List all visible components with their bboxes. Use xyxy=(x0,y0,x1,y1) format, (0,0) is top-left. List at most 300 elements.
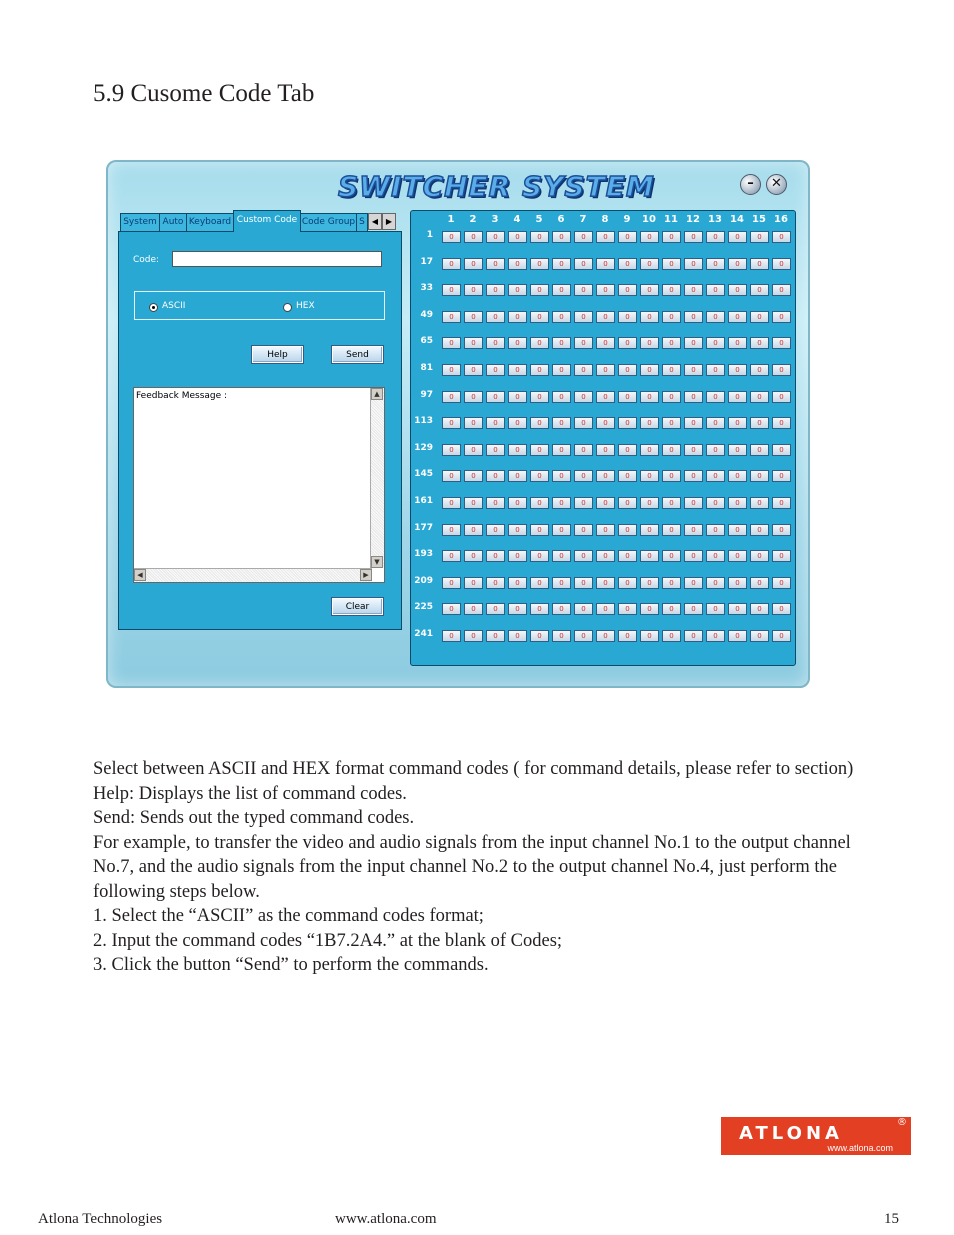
matrix-cell[interactable]: 0 xyxy=(530,470,549,482)
matrix-cell[interactable]: 0 xyxy=(486,577,505,589)
matrix-cell[interactable]: 0 xyxy=(596,231,615,243)
matrix-cell[interactable]: 0 xyxy=(706,258,725,270)
matrix-cell[interactable]: 0 xyxy=(486,337,505,349)
footer-website: www.atlona.com xyxy=(335,1211,437,1227)
matrix-cell[interactable]: 0 xyxy=(662,550,681,562)
matrix-cell[interactable]: 0 xyxy=(662,497,681,509)
matrix-cell[interactable]: 0 xyxy=(618,391,637,403)
matrix-cell[interactable]: 0 xyxy=(684,497,703,509)
matrix-cell[interactable]: 0 xyxy=(772,470,791,482)
matrix-cell[interactable]: 0 xyxy=(596,364,615,376)
matrix-cell[interactable]: 0 xyxy=(530,630,549,642)
matrix-cell[interactable]: 0 xyxy=(508,444,527,456)
matrix-cell[interactable]: 0 xyxy=(684,337,703,349)
matrix-cell[interactable]: 0 xyxy=(552,630,571,642)
matrix-cell[interactable]: 0 xyxy=(706,444,725,456)
hex-radio[interactable] xyxy=(283,303,292,312)
matrix-cell[interactable]: 0 xyxy=(750,577,769,589)
matrix-cell[interactable]: 0 xyxy=(618,284,637,296)
matrix-cell[interactable]: 0 xyxy=(442,603,461,615)
matrix-cell[interactable]: 0 xyxy=(640,311,659,323)
matrix-cell[interactable]: 0 xyxy=(464,231,483,243)
matrix-cell[interactable]: 0 xyxy=(596,577,615,589)
matrix-cell[interactable]: 0 xyxy=(662,444,681,456)
matrix-cell[interactable]: 0 xyxy=(596,603,615,615)
tab-keyboard[interactable]: Keyboard xyxy=(186,213,234,231)
matrix-cell[interactable]: 0 xyxy=(640,603,659,615)
matrix-cell[interactable]: 0 xyxy=(508,391,527,403)
matrix-cell[interactable]: 0 xyxy=(772,284,791,296)
matrix-cell[interactable]: 0 xyxy=(618,444,637,456)
matrix-cell[interactable]: 0 xyxy=(618,577,637,589)
matrix-cell[interactable]: 0 xyxy=(750,337,769,349)
matrix-cell[interactable]: 0 xyxy=(442,337,461,349)
matrix-cell[interactable]: 0 xyxy=(618,630,637,642)
matrix-cell[interactable]: 0 xyxy=(530,391,549,403)
matrix-cell[interactable]: 0 xyxy=(706,524,725,536)
matrix-cell[interactable]: 0 xyxy=(706,470,725,482)
matrix-cell[interactable]: 0 xyxy=(464,337,483,349)
matrix-cell[interactable]: 0 xyxy=(552,470,571,482)
matrix-cell[interactable]: 0 xyxy=(464,470,483,482)
horizontal-scrollbar[interactable] xyxy=(134,568,372,582)
matrix-cell[interactable]: 0 xyxy=(464,417,483,429)
matrix-cell[interactable]: 0 xyxy=(750,630,769,642)
matrix-cell[interactable]: 0 xyxy=(574,231,593,243)
matrix-cell[interactable]: 0 xyxy=(530,417,549,429)
matrix-cell[interactable]: 0 xyxy=(662,577,681,589)
matrix-cell[interactable]: 0 xyxy=(464,603,483,615)
matrix-cell[interactable]: 0 xyxy=(706,231,725,243)
body-text xyxy=(93,757,873,978)
matrix-cell[interactable]: 0 xyxy=(684,550,703,562)
matrix-cell[interactable]: 0 xyxy=(684,391,703,403)
matrix-column-header: 6 xyxy=(557,214,565,225)
matrix-cell[interactable]: 0 xyxy=(442,470,461,482)
matrix-cell[interactable]: 0 xyxy=(596,497,615,509)
matrix-cell[interactable]: 0 xyxy=(750,364,769,376)
matrix-cell[interactable]: 0 xyxy=(640,284,659,296)
matrix-cell[interactable]: 0 xyxy=(684,470,703,482)
matrix-cell[interactable]: 0 xyxy=(574,284,593,296)
matrix-cell[interactable]: 0 xyxy=(552,364,571,376)
matrix-cell[interactable]: 0 xyxy=(618,603,637,615)
matrix-cell[interactable]: 0 xyxy=(486,364,505,376)
matrix-cell[interactable]: 0 xyxy=(508,577,527,589)
send-button[interactable]: Send xyxy=(332,346,383,363)
matrix-cell[interactable]: 0 xyxy=(574,364,593,376)
matrix-cell[interactable]: 0 xyxy=(772,258,791,270)
matrix-cell[interactable]: 0 xyxy=(574,603,593,615)
scroll-right-icon[interactable]: ▶ xyxy=(360,569,372,581)
feedback-label: Feedback Message : xyxy=(136,391,228,401)
matrix-cell[interactable]: 0 xyxy=(508,337,527,349)
tab-auto[interactable]: Auto xyxy=(159,213,187,231)
matrix-row-header: 17 xyxy=(420,256,433,267)
matrix-cell[interactable]: 0 xyxy=(442,258,461,270)
matrix-cell[interactable]: 0 xyxy=(750,391,769,403)
tab-next-icon[interactable]: ▶ xyxy=(382,213,396,230)
matrix-cell[interactable]: 0 xyxy=(552,284,571,296)
matrix-cell[interactable]: 0 xyxy=(552,603,571,615)
matrix-cell[interactable]: 0 xyxy=(596,284,615,296)
matrix-cell[interactable]: 0 xyxy=(750,497,769,509)
matrix-cell[interactable]: 0 xyxy=(464,630,483,642)
matrix-cell[interactable]: 0 xyxy=(508,497,527,509)
matrix-cell[interactable]: 0 xyxy=(728,337,747,349)
matrix-cell[interactable]: 0 xyxy=(552,550,571,562)
matrix-cell[interactable]: 0 xyxy=(574,497,593,509)
matrix-cell[interactable]: 0 xyxy=(772,497,791,509)
section-heading: 5.9 Cusome Code Tab xyxy=(93,80,315,107)
matrix-cell[interactable]: 0 xyxy=(684,311,703,323)
matrix-cell[interactable]: 0 xyxy=(662,311,681,323)
matrix-cell[interactable]: 0 xyxy=(662,284,681,296)
matrix-cell[interactable]: 0 xyxy=(552,444,571,456)
feedback-textarea[interactable] xyxy=(133,387,385,583)
paragraph: Select between ASCII and HEX format command codes ( for command details, please refer to section) xyxy=(93,759,854,779)
matrix-cell[interactable]: 0 xyxy=(640,417,659,429)
matrix-cell[interactable]: 0 xyxy=(640,550,659,562)
atlona-logo xyxy=(721,1117,911,1155)
matrix-cell[interactable]: 0 xyxy=(662,258,681,270)
tab-prev-icon[interactable]: ◀ xyxy=(368,213,382,230)
matrix-cell[interactable]: 0 xyxy=(486,630,505,642)
matrix-cell[interactable]: 0 xyxy=(728,231,747,243)
matrix-cell[interactable]: 0 xyxy=(728,550,747,562)
matrix-cell[interactable]: 0 xyxy=(508,311,527,323)
matrix-cell[interactable]: 0 xyxy=(486,550,505,562)
matrix-cell[interactable]: 0 xyxy=(684,417,703,429)
matrix-cell[interactable]: 0 xyxy=(530,284,549,296)
matrix-row-header: 81 xyxy=(420,363,433,373)
matrix-cell[interactable]: 0 xyxy=(640,364,659,376)
matrix-cell[interactable]: 0 xyxy=(728,311,747,323)
tab-code-group[interactable]: Code Group xyxy=(300,213,357,231)
matrix-cell[interactable]: 0 xyxy=(486,231,505,243)
matrix-cell[interactable]: 0 xyxy=(574,524,593,536)
matrix-cell[interactable]: 0 xyxy=(728,284,747,296)
matrix-cell[interactable]: 0 xyxy=(442,284,461,296)
scroll-up-icon[interactable]: ▲ xyxy=(371,388,383,400)
matrix-cell[interactable]: 0 xyxy=(618,470,637,482)
matrix-cell[interactable]: 0 xyxy=(574,337,593,349)
matrix-cell[interactable]: 0 xyxy=(596,470,615,482)
scroll-down-icon[interactable]: ▼ xyxy=(371,556,383,568)
matrix-cell[interactable]: 0 xyxy=(772,524,791,536)
matrix-cell[interactable]: 0 xyxy=(706,364,725,376)
matrix-cell[interactable]: 0 xyxy=(508,524,527,536)
matrix-cell[interactable]: 0 xyxy=(486,258,505,270)
matrix-cell[interactable]: 0 xyxy=(772,444,791,456)
matrix-cell[interactable]: 0 xyxy=(486,603,505,615)
matrix-cell[interactable]: 0 xyxy=(486,470,505,482)
matrix-cell[interactable]: 0 xyxy=(706,391,725,403)
matrix-cell[interactable]: 0 xyxy=(728,577,747,589)
matrix-cell[interactable]: 0 xyxy=(486,417,505,429)
matrix-cell[interactable]: 0 xyxy=(530,524,549,536)
matrix-cell[interactable]: 0 xyxy=(684,444,703,456)
close-icon[interactable]: ✕ xyxy=(766,174,787,195)
matrix-cell[interactable]: 0 xyxy=(728,444,747,456)
matrix-cell[interactable]: 0 xyxy=(530,231,549,243)
matrix-cell[interactable]: 0 xyxy=(662,603,681,615)
matrix-cell[interactable]: 0 xyxy=(706,550,725,562)
matrix-cell[interactable]: 0 xyxy=(750,231,769,243)
matrix-cell[interactable]: 0 xyxy=(530,444,549,456)
matrix-cell[interactable]: 0 xyxy=(640,630,659,642)
matrix-cell[interactable]: 0 xyxy=(618,417,637,429)
matrix-cell[interactable]: 0 xyxy=(706,337,725,349)
matrix-cell[interactable]: 0 xyxy=(772,550,791,562)
code-input[interactable] xyxy=(172,251,382,267)
matrix-cell[interactable]: 0 xyxy=(640,231,659,243)
matrix-cell[interactable]: 0 xyxy=(596,311,615,323)
matrix-cell[interactable]: 0 xyxy=(750,311,769,323)
matrix-cell[interactable]: 0 xyxy=(552,524,571,536)
matrix-cell[interactable]: 0 xyxy=(552,417,571,429)
matrix-cell[interactable]: 0 xyxy=(618,364,637,376)
matrix-cell[interactable]: 0 xyxy=(442,497,461,509)
matrix-cell[interactable]: 0 xyxy=(442,630,461,642)
matrix-cell[interactable]: 0 xyxy=(640,577,659,589)
matrix-cell[interactable]: 0 xyxy=(750,550,769,562)
paragraph: Send: Sends out the typed command codes. xyxy=(93,808,415,828)
matrix-row-header: 113 xyxy=(414,416,433,427)
matrix-cell[interactable]: 0 xyxy=(530,577,549,589)
matrix-cell[interactable]: 0 xyxy=(772,311,791,323)
matrix-cell[interactable]: 0 xyxy=(552,391,571,403)
matrix-cell[interactable]: 0 xyxy=(640,470,659,482)
matrix-cell[interactable]: 0 xyxy=(596,630,615,642)
matrix-cell[interactable]: 0 xyxy=(772,630,791,642)
matrix-cell[interactable]: 0 xyxy=(684,364,703,376)
matrix-cell[interactable]: 0 xyxy=(464,364,483,376)
matrix-cell[interactable]: 0 xyxy=(552,337,571,349)
matrix-cell[interactable]: 0 xyxy=(640,258,659,270)
matrix-cell[interactable]: 0 xyxy=(464,391,483,403)
matrix-cell[interactable]: 0 xyxy=(596,550,615,562)
matrix-cell[interactable]: 0 xyxy=(684,231,703,243)
matrix-cell[interactable]: 0 xyxy=(728,470,747,482)
matrix-cell[interactable]: 0 xyxy=(750,417,769,429)
footer-page-number: 15 xyxy=(884,1211,899,1227)
matrix-cell[interactable]: 0 xyxy=(662,364,681,376)
matrix-cell[interactable]: 0 xyxy=(574,444,593,456)
vertical-scrollbar[interactable] xyxy=(370,388,384,568)
scroll-left-icon[interactable]: ◀ xyxy=(134,569,146,581)
matrix-cell[interactable]: 0 xyxy=(706,284,725,296)
matrix-cell[interactable]: 0 xyxy=(574,391,593,403)
matrix-cell[interactable]: 0 xyxy=(552,577,571,589)
matrix-cell[interactable]: 0 xyxy=(442,524,461,536)
matrix-cell[interactable]: 0 xyxy=(596,444,615,456)
matrix-cell[interactable]: 0 xyxy=(574,550,593,562)
matrix-cell[interactable]: 0 xyxy=(618,231,637,243)
ascii-radio[interactable] xyxy=(149,303,158,312)
matrix-row-header: 241 xyxy=(414,629,433,639)
matrix-cell[interactable]: 0 xyxy=(662,470,681,482)
matrix-cell[interactable]: 0 xyxy=(464,258,483,270)
paragraph: Help: Displays the list of command codes. xyxy=(93,783,407,804)
matrix-cell[interactable]: 0 xyxy=(684,603,703,615)
matrix-cell[interactable]: 0 xyxy=(442,391,461,403)
matrix-cell[interactable]: 0 xyxy=(486,311,505,323)
matrix-cell[interactable]: 0 xyxy=(486,497,505,509)
matrix-cell[interactable]: 0 xyxy=(662,630,681,642)
matrix-cell[interactable]: 0 xyxy=(530,497,549,509)
matrix-cell[interactable]: 0 xyxy=(728,630,747,642)
matrix-cell[interactable]: 0 xyxy=(640,337,659,349)
matrix-cell[interactable]: 0 xyxy=(728,524,747,536)
matrix-cell[interactable]: 0 xyxy=(442,550,461,562)
matrix-cell[interactable]: 0 xyxy=(684,258,703,270)
matrix-cell[interactable]: 0 xyxy=(618,337,637,349)
matrix-cell[interactable]: 0 xyxy=(552,311,571,323)
matrix-cell[interactable]: 0 xyxy=(464,550,483,562)
matrix-cell[interactable]: 0 xyxy=(640,497,659,509)
matrix-cell[interactable]: 0 xyxy=(684,630,703,642)
matrix-cell[interactable]: 0 xyxy=(728,497,747,509)
matrix-cell[interactable]: 0 xyxy=(596,258,615,270)
matrix-cell[interactable]: 0 xyxy=(772,417,791,429)
matrix-cell[interactable]: 0 xyxy=(772,231,791,243)
matrix-cell[interactable]: 0 xyxy=(750,524,769,536)
matrix-cell[interactable]: 0 xyxy=(662,337,681,349)
matrix-cell[interactable]: 0 xyxy=(530,550,549,562)
matrix-cell[interactable]: 0 xyxy=(442,311,461,323)
matrix-cell[interactable]: 0 xyxy=(464,311,483,323)
matrix-cell[interactable]: 0 xyxy=(574,470,593,482)
matrix-cell[interactable]: 0 xyxy=(640,391,659,403)
matrix-cell[interactable]: 0 xyxy=(772,603,791,615)
matrix-cell[interactable]: 0 xyxy=(750,470,769,482)
matrix-column-header: 3 xyxy=(491,214,499,225)
matrix-cell[interactable]: 0 xyxy=(618,550,637,562)
matrix-cell[interactable]: 0 xyxy=(750,284,769,296)
matrix-cell[interactable]: 0 xyxy=(750,444,769,456)
matrix-column-header: 8 xyxy=(601,214,609,225)
tab-overflow[interactable]: S xyxy=(356,213,368,231)
matrix-cell[interactable]: 0 xyxy=(640,444,659,456)
matrix-cell[interactable]: 0 xyxy=(574,630,593,642)
matrix-cell[interactable]: 0 xyxy=(706,630,725,642)
matrix-cell[interactable]: 0 xyxy=(486,444,505,456)
matrix-cell[interactable]: 0 xyxy=(706,577,725,589)
minimize-icon[interactable]: – xyxy=(740,174,761,195)
matrix-cell[interactable]: 0 xyxy=(464,497,483,509)
matrix-row-header: 145 xyxy=(414,469,433,480)
matrix-cell[interactable]: 0 xyxy=(662,231,681,243)
help-button[interactable]: Help xyxy=(252,346,303,363)
matrix-cell[interactable]: 0 xyxy=(772,364,791,376)
matrix-cell[interactable]: 0 xyxy=(464,577,483,589)
matrix-cell[interactable]: 0 xyxy=(706,497,725,509)
matrix-cell[interactable]: 0 xyxy=(464,444,483,456)
matrix-cell[interactable]: 0 xyxy=(574,577,593,589)
matrix-cell[interactable]: 0 xyxy=(750,603,769,615)
matrix-cell[interactable]: 0 xyxy=(684,524,703,536)
matrix-cell[interactable]: 0 xyxy=(684,577,703,589)
matrix-cell[interactable]: 0 xyxy=(728,391,747,403)
matrix-cell[interactable]: 0 xyxy=(662,417,681,429)
clear-button[interactable]: Clear xyxy=(332,598,383,615)
matrix-cell[interactable]: 0 xyxy=(530,258,549,270)
matrix-cell[interactable]: 0 xyxy=(618,524,637,536)
matrix-cell[interactable]: 0 xyxy=(442,444,461,456)
matrix-cell[interactable]: 0 xyxy=(508,284,527,296)
switcher-system-window xyxy=(106,160,810,688)
matrix-cell[interactable]: 0 xyxy=(486,391,505,403)
matrix-cell[interactable]: 0 xyxy=(618,258,637,270)
matrix-cell[interactable]: 0 xyxy=(574,417,593,429)
matrix-cell[interactable]: 0 xyxy=(662,524,681,536)
matrix-cell[interactable]: 0 xyxy=(442,364,461,376)
matrix-cell[interactable]: 0 xyxy=(728,417,747,429)
matrix-cell[interactable]: 0 xyxy=(508,231,527,243)
matrix-cell[interactable]: 0 xyxy=(442,231,461,243)
tab-custom-code[interactable]: Custom Code xyxy=(233,210,301,232)
matrix-cell[interactable]: 0 xyxy=(508,630,527,642)
matrix-cell[interactable]: 0 xyxy=(530,337,549,349)
matrix-cell[interactable]: 0 xyxy=(640,524,659,536)
matrix-cell[interactable]: 0 xyxy=(750,258,769,270)
matrix-cell[interactable]: 0 xyxy=(706,603,725,615)
ascii-label: ASCII xyxy=(162,301,186,311)
matrix-cell[interactable]: 0 xyxy=(486,524,505,536)
matrix-cell[interactable]: 0 xyxy=(596,391,615,403)
matrix-cell[interactable]: 0 xyxy=(464,284,483,296)
matrix-cell[interactable]: 0 xyxy=(684,284,703,296)
matrix-cell[interactable]: 0 xyxy=(596,524,615,536)
matrix-cell[interactable]: 0 xyxy=(728,603,747,615)
matrix-cell[interactable]: 0 xyxy=(618,497,637,509)
matrix-cell[interactable]: 0 xyxy=(508,258,527,270)
matrix-cell[interactable]: 0 xyxy=(508,603,527,615)
matrix-cell[interactable]: 0 xyxy=(662,391,681,403)
matrix-column-header: 2 xyxy=(469,214,477,225)
matrix-cell[interactable]: 0 xyxy=(508,470,527,482)
matrix-cell[interactable]: 0 xyxy=(574,311,593,323)
matrix-cell[interactable]: 0 xyxy=(508,364,527,376)
matrix-cell[interactable]: 0 xyxy=(772,391,791,403)
matrix-row-header: 177 xyxy=(414,522,433,533)
matrix-cell[interactable]: 0 xyxy=(552,231,571,243)
matrix-cell[interactable]: 0 xyxy=(772,337,791,349)
matrix-cell[interactable]: 0 xyxy=(706,417,725,429)
matrix-cell[interactable]: 0 xyxy=(442,417,461,429)
matrix-cell[interactable]: 0 xyxy=(464,524,483,536)
matrix-cell[interactable]: 0 xyxy=(530,311,549,323)
matrix-cell[interactable]: 0 xyxy=(442,577,461,589)
matrix-cell[interactable]: 0 xyxy=(706,311,725,323)
matrix-cell[interactable]: 0 xyxy=(508,550,527,562)
matrix-cell[interactable]: 0 xyxy=(574,258,593,270)
matrix-cell[interactable]: 0 xyxy=(618,311,637,323)
matrix-cell[interactable]: 0 xyxy=(772,577,791,589)
matrix-cell[interactable]: 0 xyxy=(508,417,527,429)
matrix-cell[interactable]: 0 xyxy=(486,284,505,296)
matrix-cell[interactable]: 0 xyxy=(728,364,747,376)
matrix-cell[interactable]: 0 xyxy=(728,258,747,270)
matrix-cell[interactable]: 0 xyxy=(552,258,571,270)
matrix-cell[interactable]: 0 xyxy=(596,417,615,429)
matrix-cell[interactable]: 0 xyxy=(552,497,571,509)
matrix-cell[interactable]: 0 xyxy=(530,364,549,376)
matrix-cell[interactable]: 0 xyxy=(596,337,615,349)
tab-system[interactable]: System xyxy=(120,213,160,231)
matrix-cell[interactable]: 0 xyxy=(530,603,549,615)
